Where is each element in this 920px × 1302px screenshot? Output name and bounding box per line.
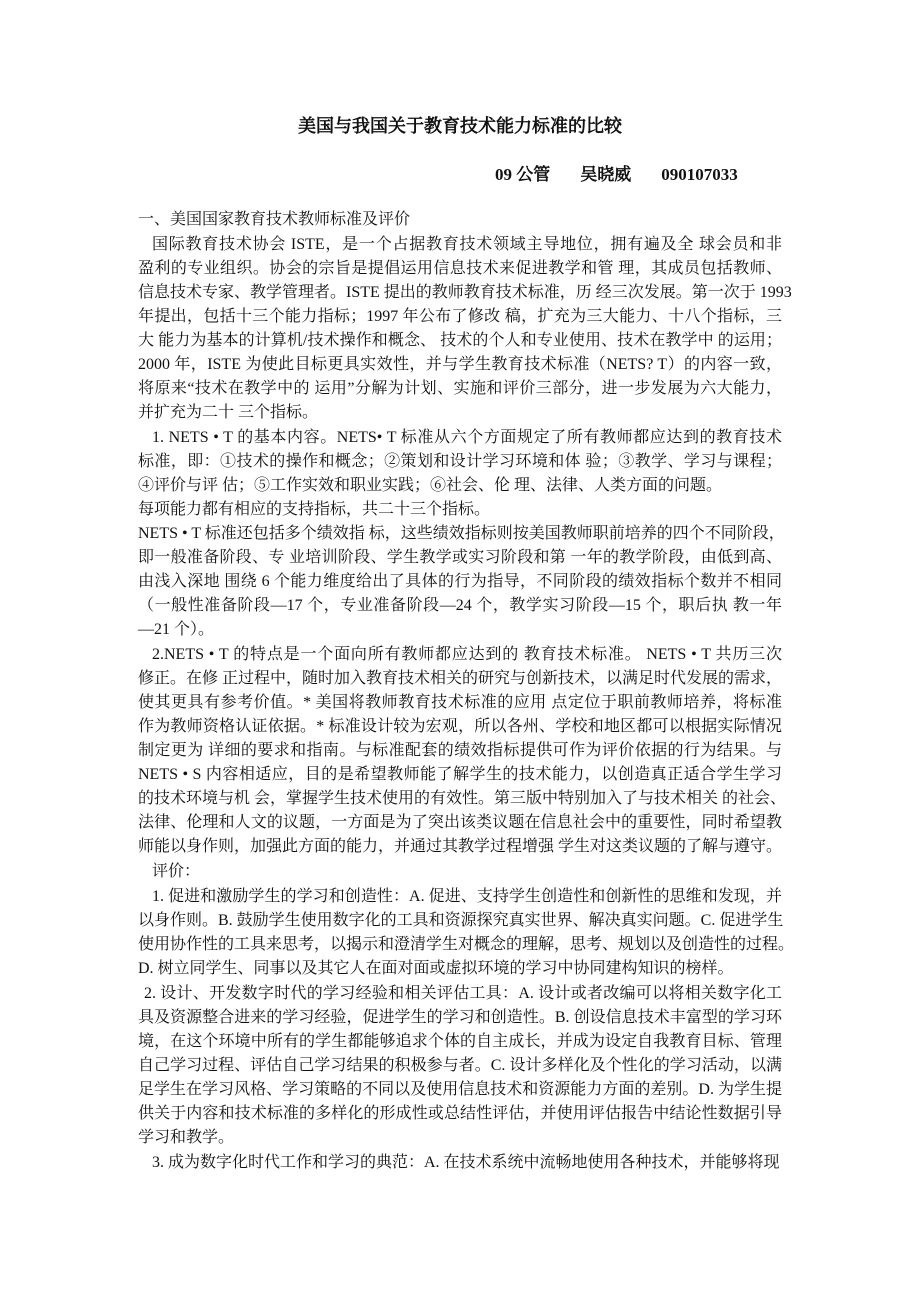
text-line: 盈利的专业组织。协会的宗旨是提倡运用信息技术来促进教学和管 理，其成员包括教师、: [138, 260, 782, 277]
text-line: 1. 促进和激励学生的学习和创造性：A. 促进、支持学生创造性和创新性的思维和发现，并: [152, 888, 782, 905]
paragraph: [138, 1151, 782, 1175]
text-line: ④评价与评 估；⑤工作实效和职业实践；⑥社会、伦 理、法律、人类方面的问题。: [138, 477, 723, 494]
text-line: 法律、伦理和人文的议题，一方面是为了突出该类议题在信息社会中的重要性，同时希望教: [138, 814, 782, 831]
text-line: 足学生在学习风格、学习策略的不同以及使用信息技术和资源能力方面的差别。D. 为学生提: [138, 1081, 782, 1098]
paragraph: [138, 426, 785, 642]
text-line: 制定更为 详细的要求和指南。与标准配套的绩效指标提供可作为评价依据的行为结果。与: [138, 742, 782, 759]
text-line: 由浅入深地 围绕 6 个能力维度给出了具体的行为指导，不同阶段的绩效指标个数并不相同: [138, 573, 782, 590]
paragraph: [138, 885, 795, 981]
text-line: 师能以身作则，加强此方面的能力，并通过其教学过程增强 学生对这类议题的了解与遵守。: [138, 838, 783, 855]
text-line: 修正。在修 正过程中，随时加入教育技术相关的研究与创新技术，以满足时代发展的需求，: [138, 670, 783, 687]
document-title: 美国与我国关于教育技术能力标准的比较: [298, 116, 622, 136]
text-line: —21 个）。: [138, 621, 215, 638]
paragraph: [138, 860, 782, 884]
paragraph: [138, 982, 782, 1150]
text-line: （一般性准备阶段—17 个，专业准备阶段—24 个，教学实习阶段—15 个，职后执 教一年: [138, 597, 782, 614]
paragraph: [138, 208, 782, 232]
text-line: 2.NETS • T 的特点是一个面向所有教师都应达到的 教育技术标准。 NETS • T 共历三次: [152, 646, 782, 663]
text-line: 具及资源整合进来的学习经验，促进学生的学习和创造性。B. 创设信息技术丰富型的学习环: [138, 1009, 782, 1026]
text-line: 的技术环境与机 会，掌握学生技术使用的有效性。第三版中特别加入了与技术相关 的社会、: [138, 790, 787, 807]
text-line: 年提出，包括十三个能力指标；1997 年公布了修改 稿，扩充为三大能力、十八个指标，三: [138, 308, 782, 325]
text-line: NETS • S 内容相适应，目的是希望教师能了解学生的技术能力，以创造真正适合学生学习: [138, 766, 782, 783]
text-line: 自己学习过程、评估自己学习结果的积极参与者。C. 设计多样化及个性化的学习活动，以满: [138, 1057, 782, 1074]
text-line: 使其更具有参考价值。* 美国将教师教育技术标准的应用 点定位于职前教师培养，将标准: [138, 694, 782, 711]
text-line: 每项能力都有相应的支持指标，共二十三个指标。: [138, 501, 491, 518]
text-line: 3. 成为数字化时代工作和学习的典范：A. 在技术系统中流畅地使用各种技术，并能够将现: [152, 1154, 780, 1171]
text-line: 2000 年，ISTE 为使此目标更具实效性，并与学生教育技术标准（NETS? T）的内容一致，: [138, 356, 782, 373]
text-line: 将原来“技术在教学中的 运用”分解为计划、实施和评价三部分，进一步发展为六大能力，: [138, 380, 782, 397]
text-line: 国际教育技术协会 ISTE，是一个占据教育技术领域主导地位，拥有遍及全 球会员和非: [152, 236, 782, 253]
text-line: 以身作则。B. 鼓励学生使用数字化的工具和资源探究真实世界、解决真实问题。C. 促进学生: [138, 912, 784, 929]
text-line: 并扩充为二十 三个指标。: [138, 404, 319, 421]
author-name: 吴晓威: [580, 165, 632, 184]
text-line: 供关于内容和技术标准的多样化的形成性或总结性评估，并使用评估报告中结论性数据引导: [138, 1105, 782, 1122]
text-line: D. 树立同学生、同事以及其它人在面对面或虚拟环境的学习中协同建构知识的榜样。: [138, 960, 734, 977]
text-line: 标准，即：①技术的操作和概念；②策划和设计学习环境和体 验；③教学、学习与课程；: [138, 453, 782, 470]
text-line: 作为教师资格认证依据。* 标准设计较为宏观，所以各州、学校和地区都可以根据实际情况: [138, 718, 782, 735]
text-line: 1. NETS • T 的基本内容。NETS• T 标准从六个方面规定了所有教师都应达到的教育技术: [152, 429, 782, 446]
section-heading: 一、美国国家教育技术教师标准及评价: [138, 211, 411, 228]
author-id: 090107033: [661, 165, 738, 184]
text-line: NETS • T 标准还包括多个绩效指 标，这些绩效指标则按美国教师职前培养的四个不同阶段，: [138, 525, 785, 542]
paragraph: [138, 643, 787, 859]
text-line: 大 能力为基本的计算机/技术操作和概念、 技术的个人和专业使用、技术在教学中 的运用；: [138, 332, 782, 349]
text-line: 境，在这个环境中所有的学生都能够追求个体的自主成长，并成为设定自我教育目标、管理: [138, 1033, 782, 1050]
text-line: 使用协作性的工具来思考，以揭示和澄清学生对概念的理解，思考、规划以及创造性的过程。: [138, 936, 795, 953]
section-heading: 评价：: [152, 863, 201, 880]
document-body: [138, 208, 795, 1176]
text-line: 即一般准备阶段、专 业培训阶段、学生教学或实习阶段和第 一年的教学阶段，由低到高、: [138, 549, 782, 566]
text-line: 信息技术专家、教学管理者。ISTE 提出的教师教育技术标准，历 经三次发展。第一次于 1993: [138, 284, 792, 301]
author-line: [495, 160, 768, 185]
author-class: 09 公管: [495, 165, 551, 184]
text-line: 学习和教学。: [138, 1129, 235, 1146]
paragraph: [138, 233, 792, 425]
text-line: 2. 设计、开发数字时代的学习经验和相关评估工具：A. 设计或者改编可以将相关数字化工: [144, 985, 782, 1002]
